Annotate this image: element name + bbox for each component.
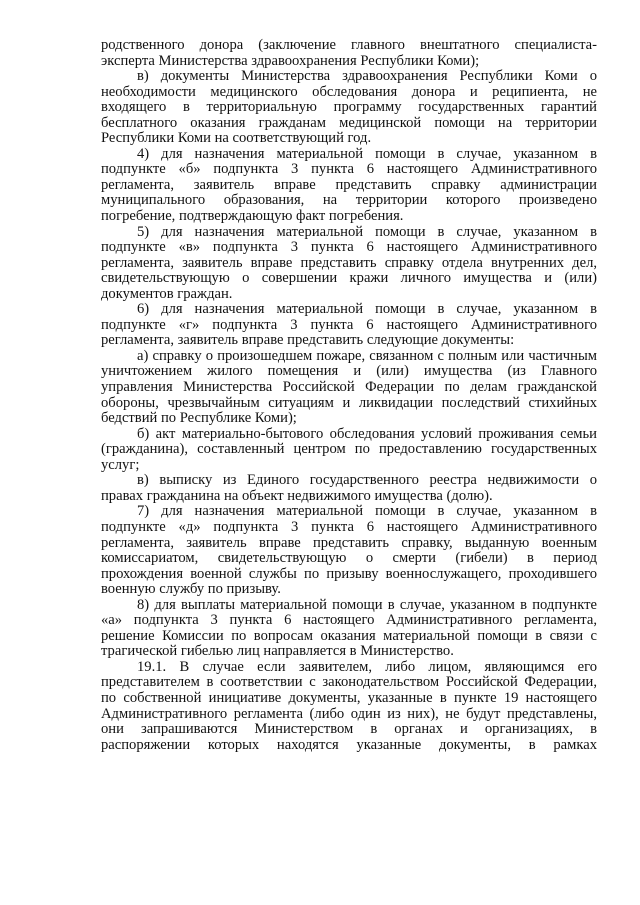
text-line: входящего в территориальную программу государственных гарантий bbox=[101, 100, 597, 116]
text-line: эксперта Министерства здравоохранения Республики Коми); bbox=[101, 53, 480, 69]
text-line: 19.1. В случае если заявителем, либо лицом, являющимся его bbox=[137, 659, 597, 675]
text-line: Административного регламента (либо один из них), не будут представлены, bbox=[101, 706, 597, 722]
text-line: бесплатного оказания гражданам медицинской помощи на территории bbox=[101, 115, 597, 131]
text-line: 5) для назначения материальной помощи в случае, указанном в bbox=[137, 224, 597, 240]
text-line: по собственной инициативе документы, указанные в пункте 19 настоящего bbox=[101, 690, 597, 706]
text-line: услуг; bbox=[101, 457, 140, 473]
text-line: уничтожением жилого помещения и (или) имущества (из Главного bbox=[101, 364, 597, 380]
text-line: управления Министерства Российской Федерации по делам гражданской bbox=[101, 380, 597, 396]
text-line: в) выписку из Единого государственного реестра недвижимости о bbox=[137, 473, 597, 489]
text-line: подпункте «д» подпункта 3 пункта 6 настоящего Административного bbox=[101, 519, 597, 535]
text-line: 7) для назначения материальной помощи в случае, указанном в bbox=[137, 504, 597, 520]
text-line: Республики Коми на соответствующий год. bbox=[101, 131, 372, 147]
text-line: б) акт материально-бытового обследования условий проживания семьи bbox=[137, 426, 597, 442]
text-line: муниципального образования, на территории которого произведено bbox=[101, 193, 597, 209]
text-line: регламента, заявитель вправе представить справку отдела внутренних дел, bbox=[101, 255, 597, 271]
text-line: бедствий по Республике Коми); bbox=[101, 411, 297, 427]
text-line: погребение, подтверждающую факт погребения. bbox=[101, 209, 404, 225]
text-line: представителем в соответствии с законодательством Российской Федерации, bbox=[101, 675, 597, 691]
text-line: регламента, заявитель вправе представить справку администрации bbox=[101, 177, 597, 193]
text-line: «а» подпункта 3 пункта 6 настоящего Административного регламента, bbox=[101, 613, 597, 629]
text-line: регламента, заявитель вправе представить следующие документы: bbox=[101, 333, 515, 349]
text-line: а) справку о произошедшем пожаре, связанном с полным или частичным bbox=[137, 348, 597, 364]
text-line: они запрашиваются Министерством в органах и организациях, в bbox=[101, 722, 597, 738]
text-line: распоряжении которых находятся указанные документы, в рамках bbox=[101, 737, 597, 753]
text-line: подпункте «б» подпункта 3 пункта 6 настоящего Административного bbox=[101, 162, 597, 178]
text-line: трагической гибелью лиц направляется в Министерство. bbox=[101, 644, 454, 660]
text-line: необходимости медицинского обследования донора и реципиента, не bbox=[101, 84, 597, 100]
text-line: подпункте «г» подпункта 3 пункта 6 настоящего Административного bbox=[101, 317, 597, 333]
text-line: документов граждан. bbox=[101, 286, 233, 302]
text-line: правах гражданина на объект недвижимого имущества (долю). bbox=[101, 488, 493, 504]
text-line: 4) для назначения материальной помощи в случае, указанном в bbox=[137, 146, 597, 162]
text-line: 6) для назначения материальной помощи в случае, указанном в bbox=[137, 302, 597, 318]
text-line: в) документы Министерства здравоохранения Республики Коми о bbox=[137, 69, 597, 85]
document-body bbox=[101, 38, 597, 753]
text-line: обороны, чрезвычайным ситуациям и ликвидации последствий стихийных bbox=[101, 395, 597, 411]
text-line: 8) для выплаты материальной помощи в случае, указанном в подпункте bbox=[137, 597, 597, 613]
text-line: прохождения военной службы по призыву военнослужащего, проходившего bbox=[101, 566, 597, 582]
text-line: военную службу по призыву. bbox=[101, 582, 281, 598]
text-line: родственного донора (заключение главного внештатного специалиста- bbox=[101, 38, 597, 53]
text-line: регламента, заявитель вправе представить справку, выданную военным bbox=[101, 535, 597, 551]
text-line: комиссариатом, свидетельствующую о смерти (гибели) в период bbox=[101, 551, 597, 567]
text-line: свидетельствующую о совершении кражи личного имущества и (или) bbox=[101, 271, 597, 287]
text-line: подпункте «в» подпункта 3 пункта 6 настоящего Административного bbox=[101, 240, 597, 256]
text-line: (гражданина), составленный центром по предоставлению государственных bbox=[101, 442, 597, 458]
text-line: решение Комиссии по вопросам оказания материальной помощи в связи с bbox=[101, 628, 597, 644]
